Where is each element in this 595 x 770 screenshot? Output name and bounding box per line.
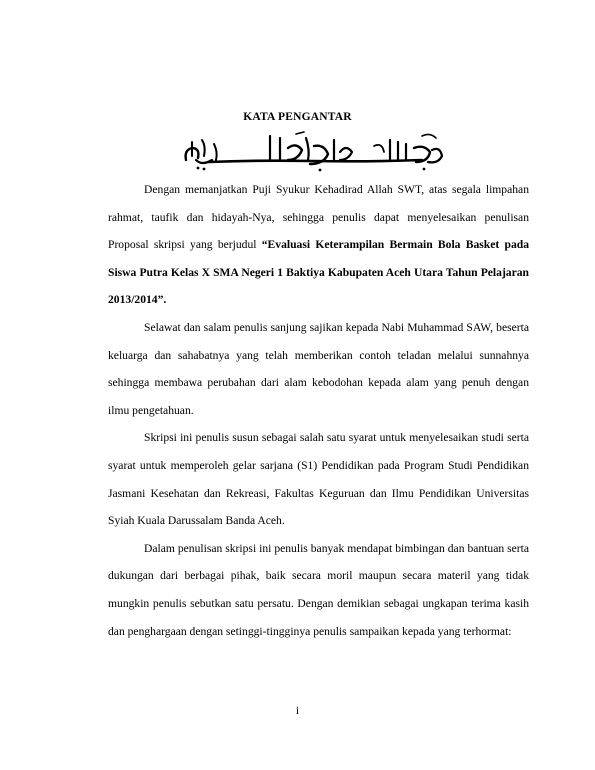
basmala-calligraphy (178, 130, 448, 176)
page-title: KATA PENGANTAR (243, 111, 352, 123)
body-text (108, 176, 529, 645)
paragraph-4: Dalam penulisan skripsi ini penulis banyak mendapat bimbingan dan bantuan serta dukungan dari berbagai pihak, baik secara moril maupun secara materil yang tidak mungkin penulis sebutkan satu persatu. Dengan demikian sebagai ungkapan terima kasih dan penghargaan dengan setinggi-tingginya penulis sampaikan kepada yang terhormat: (108, 541, 529, 638)
page-number: i (295, 705, 300, 717)
paragraph-1-title: “Evaluasi Keterampilan Bermain Bola Basket pada Siswa Putra Kelas X SMA Negeri 1 Baktiya Kabupaten Aceh Utara Tahun Pelajaran 2013/2014”. (108, 238, 530, 307)
paragraph-1 (108, 176, 529, 314)
paragraph-2: Selawat dan salam penulis sanjung sajikan kepada Nabi Muhammad SAW, beserta keluarga dan sahabatnya yang telah memberikan contoh teladan melalui sunnahnya sehingga membawa perubahan dari alam kebodohan kepada alam yang penuh dengan ilmu pengetahuan. (108, 320, 529, 417)
paragraph-1-text: Dengan memanjatkan Puji Syukur Kehadirad Allah SWT, atas segala limpahan rahmat, taufik dan hidayah-Nya, sehingga penulis dapat menyelesaikan penulisan Proposal skripsi yang berjudul (108, 183, 529, 252)
paragraph-3: Skripsi ini penulis susun sebagai salah satu syarat untuk menyelesaikan studi serta syarat untuk memperoleh gelar sarjana (S1) Pendidikan pada Program Studi Pendidikan Jasmani Kesehatan dan Rekreasi, Fakultas Keguruan dan Ilmu Pendidikan Universitas Syiah Kuala Darussalam Banda Aceh. (108, 431, 529, 528)
